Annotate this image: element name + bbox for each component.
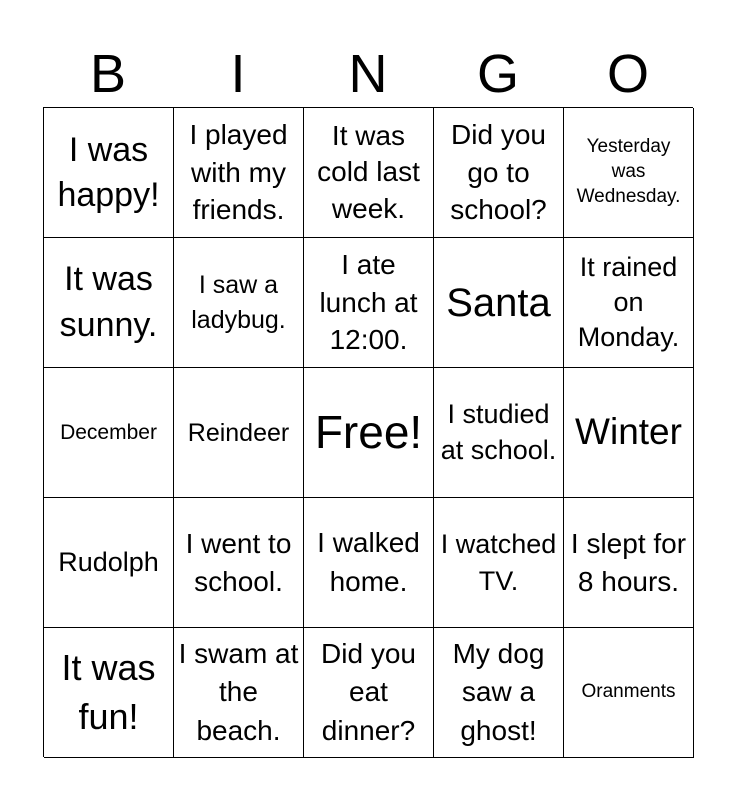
bingo-cell-text: It rained on Monday. xyxy=(577,251,680,353)
bingo-cell-text: I watched TV. xyxy=(440,529,557,596)
bingo-grid xyxy=(43,107,693,757)
bingo-cell[interactable] xyxy=(564,108,694,238)
bingo-cell-text: I went to school. xyxy=(185,527,292,597)
bingo-cell[interactable] xyxy=(304,368,434,498)
bingo-cell[interactable] xyxy=(434,628,564,758)
bingo-header xyxy=(43,40,693,108)
header-letter-g: G xyxy=(476,44,519,104)
bingo-cell[interactable] xyxy=(304,498,434,628)
bingo-cell[interactable] xyxy=(304,108,434,238)
bingo-cell[interactable] xyxy=(44,368,174,498)
bingo-cell-text: I played with my friends. xyxy=(189,118,288,226)
bingo-cell[interactable] xyxy=(434,108,564,238)
bingo-cell-text: December xyxy=(60,420,157,444)
bingo-cell-text: I saw a ladybug. xyxy=(191,270,286,334)
bingo-cell[interactable] xyxy=(564,628,694,758)
bingo-cell-text: My dog saw a ghost! xyxy=(452,637,545,746)
bingo-cell-text: Reindeer xyxy=(187,418,290,447)
bingo-cell-text: I slept for 8 hours. xyxy=(570,527,687,597)
bingo-cell[interactable] xyxy=(44,108,174,238)
bingo-cell-text: Winter xyxy=(575,411,682,453)
bingo-cell-text: I was happy! xyxy=(57,131,160,214)
bingo-cell[interactable] xyxy=(174,108,304,238)
header-letter-i: I xyxy=(230,44,246,104)
bingo-cell-text: I studied at school. xyxy=(440,399,557,465)
header-letter-o: O xyxy=(606,44,649,104)
bingo-cell[interactable] xyxy=(174,238,304,368)
bingo-cell[interactable] xyxy=(304,628,434,758)
bingo-cell[interactable] xyxy=(174,498,304,628)
bingo-cell-text: Rudolph xyxy=(58,547,159,578)
bingo-cell[interactable] xyxy=(564,498,694,628)
bingo-cell-text: It was sunny. xyxy=(59,259,158,344)
bingo-cell-text: It was cold last week. xyxy=(317,119,420,224)
bingo-cell[interactable] xyxy=(174,368,304,498)
bingo-cell-text: I walked home. xyxy=(317,526,420,597)
bingo-cell[interactable] xyxy=(434,498,564,628)
bingo-cell[interactable] xyxy=(304,238,434,368)
bingo-cell-text: Santa xyxy=(446,280,551,325)
header-letter-b: B xyxy=(89,44,127,104)
bingo-cell-text: Did you go to school? xyxy=(450,118,547,226)
bingo-cell[interactable] xyxy=(564,238,694,368)
bingo-cell-text: Did you eat dinner? xyxy=(321,637,416,746)
header-letter-n: N xyxy=(348,44,388,104)
bingo-cell[interactable] xyxy=(564,368,694,498)
bingo-cell-text: Free! xyxy=(314,405,423,458)
bingo-cell-text: It was fun! xyxy=(61,646,156,737)
bingo-cell[interactable] xyxy=(44,238,174,368)
bingo-cell-text: Yesterday was Wednesday. xyxy=(576,136,681,207)
bingo-cell[interactable] xyxy=(174,628,304,758)
bingo-cell[interactable] xyxy=(44,628,174,758)
bingo-cell[interactable] xyxy=(44,498,174,628)
bingo-cell[interactable] xyxy=(434,238,564,368)
bingo-cell-text: Oranments xyxy=(581,681,676,703)
bingo-cell[interactable] xyxy=(434,368,564,498)
bingo-cell-text: I swam at the beach. xyxy=(178,637,299,746)
bingo-cell-text: I ate lunch at 12:00. xyxy=(319,248,418,356)
